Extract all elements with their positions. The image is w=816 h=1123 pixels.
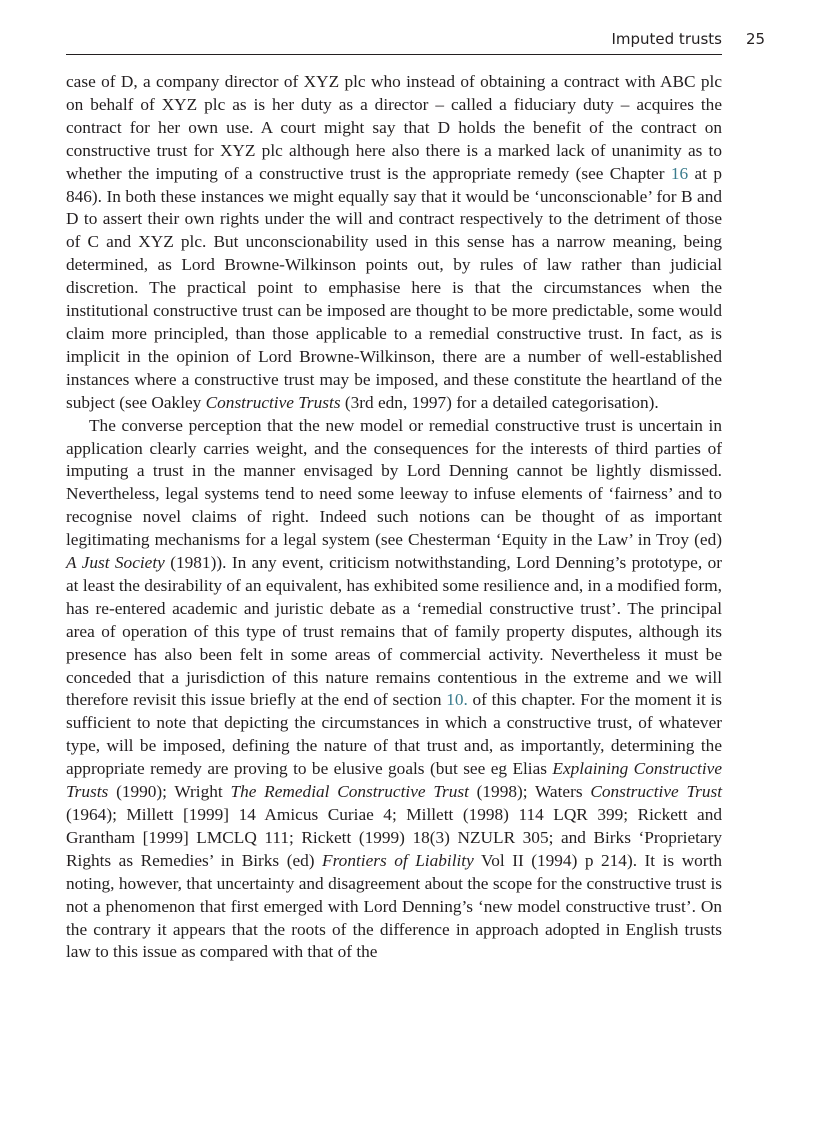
text-run: (1981)). In any event, criticism notwithstanding, Lord Denning’s prototype, or at least the desirability of an equivalent, has exhibited some resilience and, in a modified form, has re-entered academic and juristic debate as a ‘remedial constructive trust’. The principal area of operation of this type of trust remains that of family property disputes, although its presence has also been felt in some areas of commercial activity. Nevertheless it must be conceded that a jurisdiction of this nature remains contentious in the extreme and we will therefore revisit this issue briefly at the end of section: [66, 553, 722, 710]
italic-title: A Just Society: [66, 553, 165, 573]
running-title: Imputed trusts: [611, 30, 722, 48]
text-run: of this chapter. For the moment it is sufficient to note that depicting the circumstances in which a constructive trust, of whatever type, will be imposed, defining the nature of that trust and, as importantly, determining the appropriate remedy are proving to be elusive goals (but see eg Elias: [66, 690, 723, 779]
cross-reference-link[interactable]: 10.: [446, 690, 468, 710]
text-run: (3rd edn, 1997) for a detailed categorisation).: [340, 392, 659, 412]
italic-title: Constructive Trust: [590, 782, 722, 802]
text-run: at p 846). In both these instances we might equally say that it would be ‘unconscionable’ for B and D to assert their own rights under the will and contract respectively to the detriment of those of C and XYZ plc. But unconscionability used in this sense has a narrow meaning, being determined, as Lord Browne-Wilkinson points out, by rules of law rather than judicial discretion. The practical point to emphasise here is that the circumstances when the institutional constructive trust can be imposed are thought to be more predictable, some would claim more principled, than those applicable to a remedial constructive trust. In fact, as is implicit in the opinion of Lord Browne-Wilkinson, there are a number of well-established instances where a constructive trust may be imposed, and these constitute the heartland of the subject (see Oakley: [66, 163, 722, 412]
italic-title: The Remedial Constructive Trust: [230, 782, 469, 802]
page-number: 25: [746, 30, 766, 48]
italic-title: Explaining Constructive Trusts: [66, 759, 722, 802]
paragraph: [66, 71, 722, 415]
cross-reference-link[interactable]: 16: [670, 163, 689, 183]
paragraph: [66, 415, 722, 965]
text-run: The converse perception that the new model or remedial constructive trust is uncertain in application clearly carries weight, and the consequences for the interests of third parties of imputing a trust in the manner envisaged by Lord Denning cannot be lightly dismissed. Nevertheless, legal systems tend to need some leeway to infuse elements of ‘fairness’ and to recognise novel claims of right. Indeed such notions can be thought of as important legitimating mechanisms for a legal system (see Chesterman ‘Equity in the Law’ in Troy (ed): [66, 415, 722, 550]
text-run: case of D, a company director of XYZ plc who instead of obtaining a contract with ABC plc on behalf of XYZ plc as is her duty as a director – called a fiduciary duty – acquires the contract for her own use. A court might say that D holds the benefit of the contract on constructive trust for XYZ plc although here also there is a marked lack of unanimity as to whether the imputing of a constructive trust is the appropriate remedy (see Chapter: [66, 72, 722, 183]
text-run: (1964); Millett [1999] 14 Amicus Curiae 4; Millett (1998) 114 LQR 399; Rickett and Grantham [1999] LMCLQ 111; Rickett (1999) 18(3) NZULR 305; and Birks ‘Proprietary Rights as Remedies’ in Birks (ed): [66, 805, 722, 870]
italic-title: Frontiers of Liability: [322, 850, 474, 870]
body-text: [66, 71, 722, 964]
italic-title: Constructive Trusts: [205, 392, 341, 412]
running-header: [66, 26, 722, 55]
text-run: (1998); Waters: [468, 782, 591, 802]
text-run: (1990); Wright: [108, 782, 231, 802]
text-run: Vol II (1994) p 214). It is worth noting, however, that uncertainty and disagreement about the scope for the constructive trust is not a phenomenon that first emerged with Lord Denning’s ‘new model constructive trust’. On the contrary it appears that the roots of the difference in approach adopted in English trusts law to this issue as compared with that of the: [66, 850, 723, 962]
